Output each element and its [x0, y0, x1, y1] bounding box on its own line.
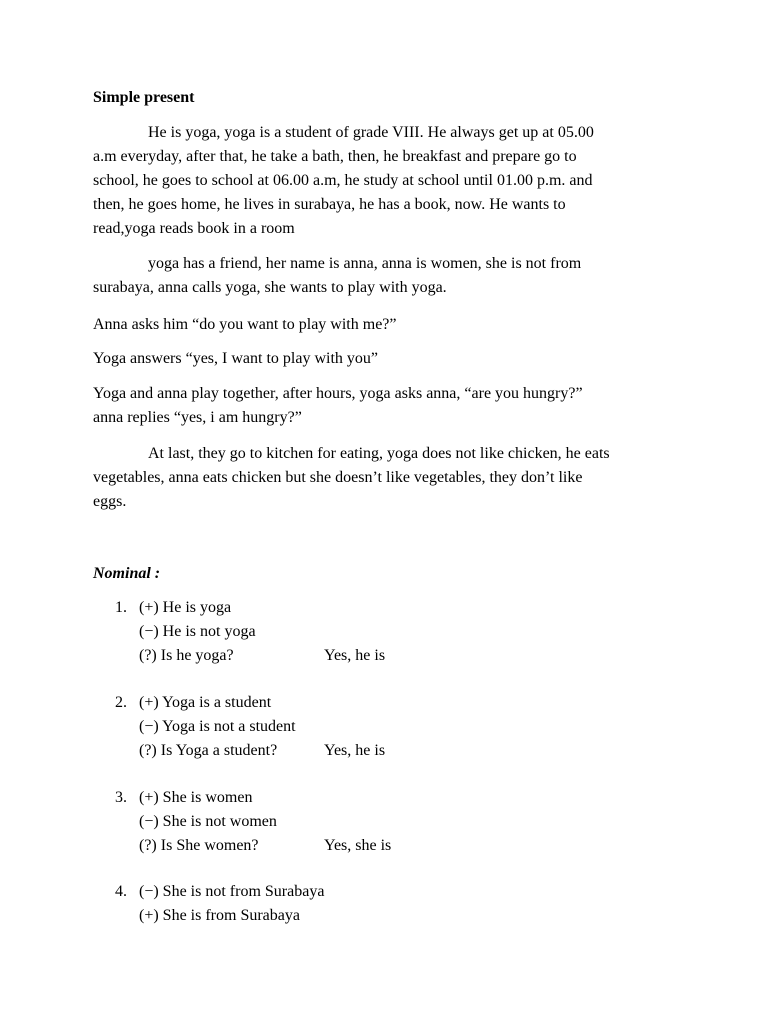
- list-item-row: (+) She is from Surabaya: [139, 907, 300, 924]
- paragraph-line: a.m everyday, after that, he take a bath, then, he breakfast and prepare go to: [93, 148, 577, 165]
- list-item-row: (−) Yoga is not a student: [139, 718, 296, 735]
- list-item-number: 4.: [115, 883, 127, 900]
- list-item-row: (?) Is he yoga? Yes, he is: [139, 644, 256, 668]
- paragraph-line: Anna asks him “do you want to play with me?”: [93, 316, 397, 333]
- list-item-row: (?) Is Yoga a student? Yes, he is: [139, 739, 296, 763]
- paragraph-line: Yoga answers “yes, I want to play with you”: [93, 350, 378, 367]
- list-item-number: 1.: [115, 599, 127, 616]
- list-item-row: (?) Is She women? Yes, she is: [139, 834, 277, 858]
- answer-text: Yes, he is: [324, 742, 386, 759]
- list-item-number: 2.: [115, 694, 127, 711]
- paragraph-line: read,yoga reads book in a room: [93, 220, 295, 237]
- paragraph: [93, 442, 683, 514]
- paragraph-line: anna replies “yes, i am hungry?”: [93, 409, 302, 426]
- list-item-row: (−) He is not yoga: [139, 623, 256, 640]
- paragraph-line: surabaya, anna calls yoga, she wants to play with yoga.: [93, 279, 447, 296]
- paragraph-line: school, he goes to school at 06.00 a.m, he study at school until 01.00 p.m. and: [93, 172, 593, 189]
- paragraph-line: then, he goes home, he lives in surabaya, he has a book, now. He wants to: [93, 196, 566, 213]
- nominal-heading: Nominal :: [93, 565, 161, 582]
- paragraph-line: eggs.: [93, 493, 127, 510]
- list-item: [115, 880, 324, 928]
- list-item: [115, 786, 392, 858]
- section-title: Simple present: [93, 89, 195, 106]
- paragraph: [93, 313, 683, 337]
- paragraph-line: yoga has a friend, her name is anna, anna is women, she is not from: [148, 255, 582, 272]
- paragraph-line: vegetables, anna eats chicken but she doesn’t like vegetables, they don’t like: [93, 469, 583, 486]
- list-item-row: (+) He is yoga: [139, 599, 232, 616]
- list-item-row: (+) She is women: [139, 789, 253, 806]
- list-item-row: (+) Yoga is a student: [139, 694, 272, 711]
- list-item-number: 3.: [115, 789, 127, 806]
- answer-text: Yes, he is: [324, 647, 386, 664]
- paragraph: [93, 382, 683, 430]
- list-item-row: (−) She is not from Surabaya: [139, 883, 325, 900]
- paragraph: [93, 252, 683, 300]
- list-item-row: (−) She is not women: [139, 813, 277, 830]
- list-item: [115, 596, 386, 668]
- answer-text: Yes, she is: [324, 837, 392, 854]
- paragraph: [93, 121, 683, 241]
- list-item: [115, 691, 386, 763]
- paragraph-line: He is yoga, yoga is a student of grade VIII. He always get up at 05.00: [148, 124, 594, 141]
- paragraph: [93, 347, 683, 371]
- paragraph-line: Yoga and anna play together, after hours, yoga asks anna, “are you hungry?”: [93, 385, 583, 402]
- paragraph-line: At last, they go to kitchen for eating, yoga does not like chicken, he eats: [148, 445, 610, 462]
